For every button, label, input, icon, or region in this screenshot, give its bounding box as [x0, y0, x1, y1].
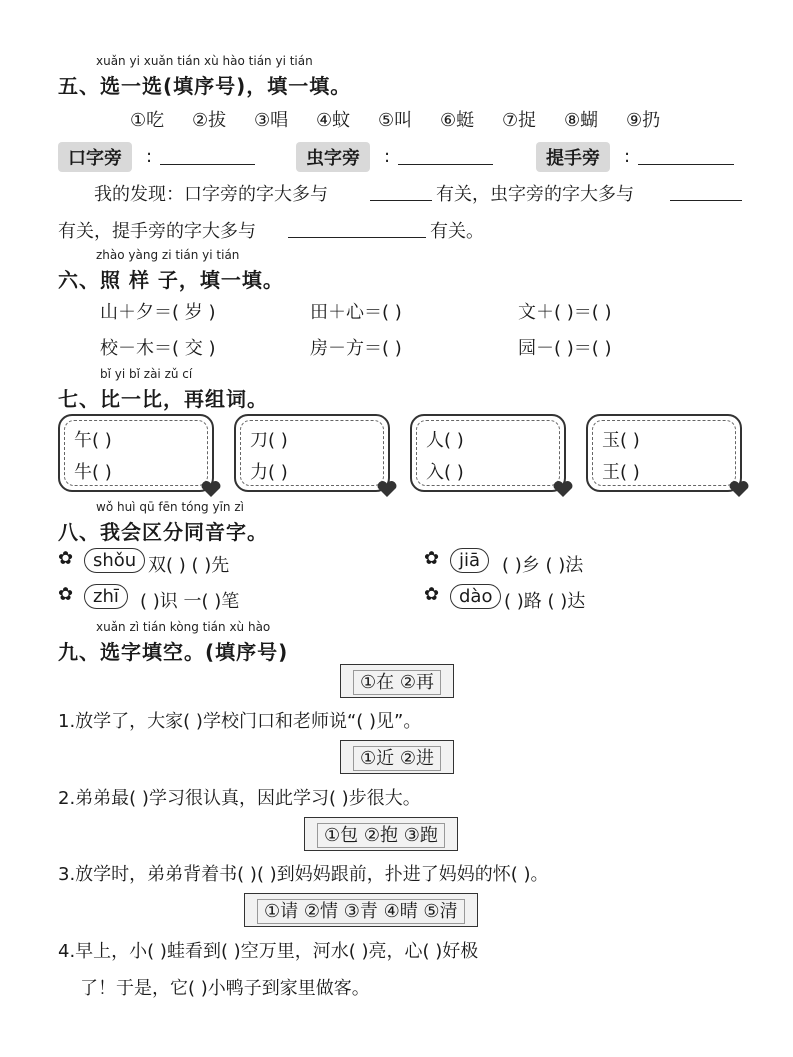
equation: 房－方＝( ) [310, 338, 402, 359]
equation: 校－木＝( 交 ) [100, 338, 216, 359]
discovery-text: 有关，虫字旁的字大多与 [436, 184, 634, 205]
char-option: ①吃 [130, 110, 165, 131]
char-option: ⑥蜓 [440, 110, 475, 131]
char-option: ④蚊 [316, 110, 351, 131]
homophone-blanks: ( )乡 ( )法 [502, 555, 584, 576]
s5-pinyin: xuǎn yi xuǎn tián xù hào tián yi tián [96, 54, 313, 68]
compare-word: 入( ) [426, 462, 464, 483]
compare-box [410, 414, 566, 492]
heart-icon [200, 480, 222, 498]
colon: : [384, 146, 391, 167]
homophone-blanks: ( )路 ( )达 [504, 591, 586, 612]
question-4-cont: 了！于是，它( )小鸭子到家里做客。 [80, 978, 370, 999]
s5-title: 五、选一选(填序号)，填一填。 [58, 74, 352, 98]
equation: 文＋( )＝( ) [518, 302, 612, 323]
question-2: 2.弟弟最( )学习很认真，因此学习( )步很大。 [58, 788, 421, 809]
equation: 园－( )＝( ) [518, 338, 612, 359]
s8-title: 八、我会区分同音字。 [58, 520, 268, 544]
compare-word: 刀( ) [250, 430, 288, 451]
radical-label-insect: 虫字旁 [296, 142, 370, 172]
question-1: 1.放学了，大家( )学校门口和老师说“( )见”。 [58, 711, 422, 732]
char-option: ②拔 [192, 110, 227, 131]
discovery-text: 有关，提手旁的字大多与 [58, 221, 256, 242]
char-option: ⑦捉 [502, 110, 537, 131]
flower-icon: ✿ [58, 584, 74, 605]
answer-blank[interactable] [160, 146, 255, 165]
heart-icon [728, 480, 750, 498]
pinyin-bubble: shǒu [84, 548, 145, 573]
s6-pinyin: zhào yàng zi tián yi tián [96, 248, 240, 262]
homophone-blanks: 双( ) ( )先 [148, 555, 230, 576]
discovery-text: 我的发现：口字旁的字大多与 [94, 184, 328, 205]
option-text: ①近 ②进 [353, 746, 441, 771]
compare-box [58, 414, 214, 492]
pinyin-bubble: dào [450, 584, 501, 609]
option-text: ①在 ②再 [353, 670, 441, 695]
answer-blank[interactable] [370, 182, 432, 201]
equation: 田＋心＝( ) [310, 302, 402, 323]
discovery-text: 有关。 [430, 221, 484, 242]
compare-word: 力( ) [250, 462, 288, 483]
char-option: ⑤叫 [378, 110, 413, 131]
option-box [340, 664, 454, 698]
s6-title: 六、照 样 子，填一填。 [58, 268, 284, 292]
equation: 山＋夕＝( 岁 ) [100, 302, 216, 323]
homophone-blanks: ( )识 一( )笔 [140, 591, 240, 612]
option-box [244, 893, 478, 927]
option-text: ①包 ②抱 ③跑 [317, 823, 445, 848]
pinyin-bubble: zhī [84, 584, 128, 609]
answer-blank[interactable] [670, 182, 742, 201]
heart-icon [552, 480, 574, 498]
answer-blank[interactable] [288, 219, 426, 238]
s7-pinyin: bǐ yi bǐ zài zǔ cí [100, 367, 193, 381]
pinyin-bubble: jiā [450, 548, 489, 573]
option-box [304, 817, 458, 851]
colon: : [146, 146, 153, 167]
char-option: ③唱 [254, 110, 289, 131]
flower-icon: ✿ [58, 548, 74, 569]
compare-word: 人( ) [426, 430, 464, 451]
option-text: ①请 ②情 ③青 ④晴 ⑤清 [257, 899, 465, 924]
heart-icon [376, 480, 398, 498]
radical-label-mouth: 口字旁 [58, 142, 132, 172]
flower-icon: ✿ [424, 548, 440, 569]
colon: : [624, 146, 631, 167]
compare-box [234, 414, 390, 492]
compare-word: 玉( ) [602, 430, 640, 451]
radical-label-hand: 提手旁 [536, 142, 610, 172]
char-option: ⑨扔 [626, 110, 661, 131]
s9-title: 九、选字填空。(填序号) [58, 640, 289, 664]
compare-word: 牛( ) [74, 462, 112, 483]
s8-pinyin: wǒ huì qū fēn tóng yīn zì [96, 500, 244, 514]
answer-blank[interactable] [638, 146, 734, 165]
char-option: ⑧蝴 [564, 110, 599, 131]
option-box [340, 740, 454, 774]
s7-title: 七、比一比，再组词。 [58, 387, 268, 411]
question-4: 4.早上，小( )蛙看到( )空万里，河水( )亮，心( )好极 [58, 941, 479, 962]
question-3: 3.放学时，弟弟背着书( )( )到妈妈跟前，扑进了妈妈的怀( )。 [58, 864, 549, 885]
compare-box [586, 414, 742, 492]
s9-pinyin: xuǎn zì tián kòng tián xù hào [96, 620, 271, 634]
compare-word: 王( ) [602, 462, 640, 483]
flower-icon: ✿ [424, 584, 440, 605]
answer-blank[interactable] [398, 146, 493, 165]
compare-word: 午( ) [74, 430, 112, 451]
